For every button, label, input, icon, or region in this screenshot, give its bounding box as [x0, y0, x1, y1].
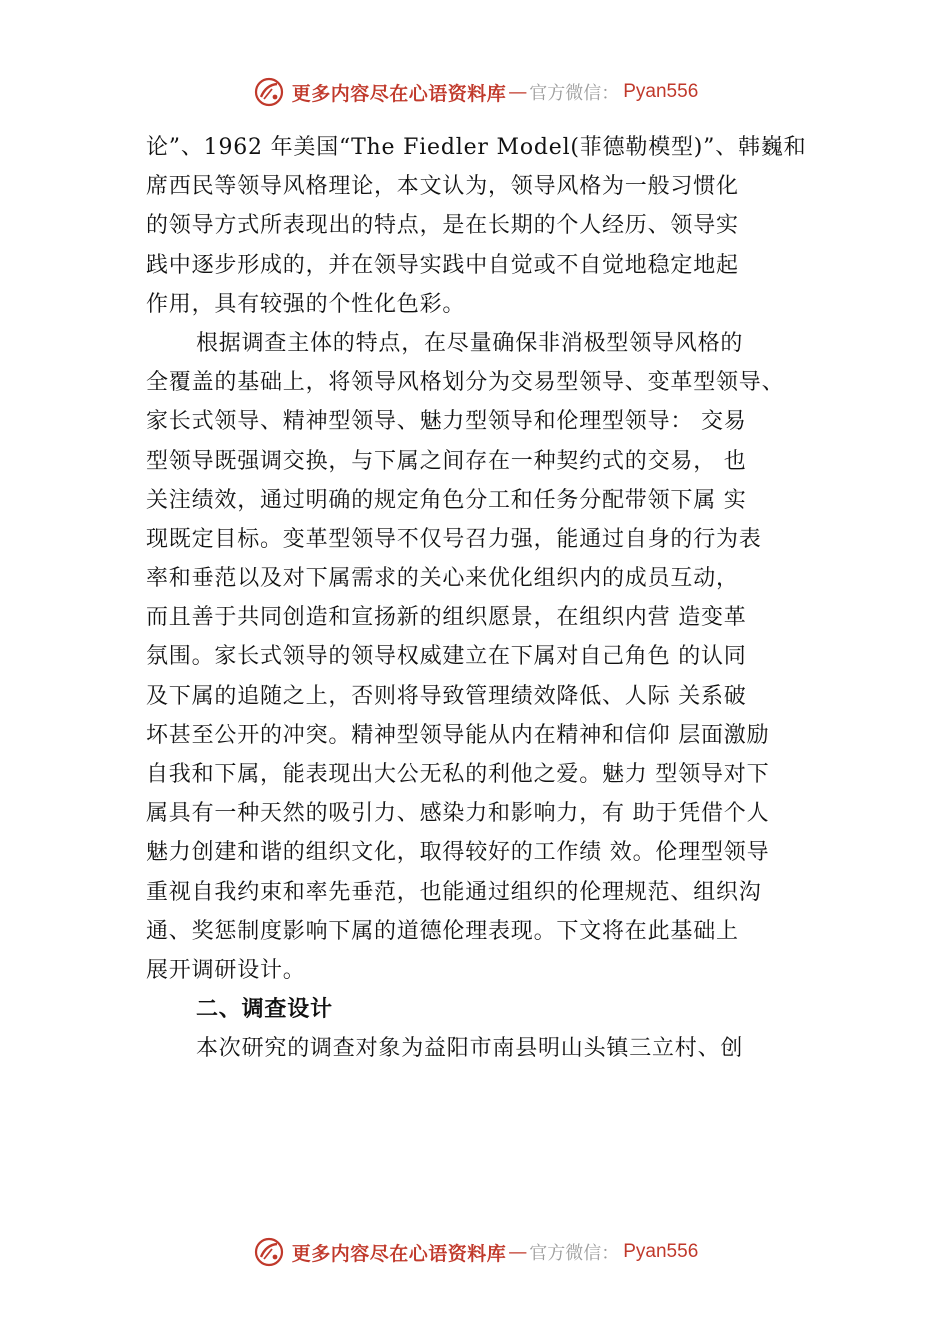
- text-line: 展开调研设计。: [146, 957, 306, 983]
- banner-wechat-id: Pyan556: [623, 1241, 699, 1262]
- text-line: 自我和下属，能表现出大公无私的利他之爱。魅力 型领导对下: [146, 762, 770, 787]
- footer-banner: [0, 1232, 950, 1272]
- text-line: 席西民等领导风格理论，本文认为，领导风格为一般习惯化: [146, 174, 739, 200]
- text-line-last: 本次研究的调查对象为益阳市南县明山头镇三立村、创: [196, 1036, 744, 1062]
- logo-icon: [252, 1235, 286, 1269]
- banner-official-label: 官方微信：: [529, 83, 620, 104]
- banner-wechat-id: Pyan556: [623, 81, 699, 102]
- text-line: 论”、1962 年美国“The Fiedler Model(菲德勒模型)”、韩巍和: [146, 135, 807, 160]
- banner-separator: —: [508, 1241, 528, 1263]
- text-line: 家长式领导、精神型领导、魅力型领导和伦理型领导： 交易: [146, 409, 747, 435]
- text-line: 型领导既强调交换，与下属之间存在一种契约式的交易， 也: [146, 448, 747, 474]
- text-line: 及下属的追随之上，否则将导致管理绩效降低、人际 关系破: [146, 683, 747, 709]
- text-line: 的领导方式所表现出的特点，是在长期的个人经历、领导实: [146, 213, 739, 239]
- header-banner: [0, 72, 950, 112]
- text-line: 坏甚至公开的冲突。精神型领导能从内在精神和信仰 层面激励: [146, 722, 770, 748]
- text-line: 重视自我约束和率先垂范，也能通过组织的伦理规范、组织沟: [146, 879, 762, 905]
- document-body: [146, 128, 836, 1069]
- text-line: 率和垂范以及对下属需求的关心来优化组织内的成员互动，: [146, 566, 739, 592]
- section-heading: 二、调查设计: [196, 996, 333, 1023]
- text-line: 全覆盖的基础上，将领导风格划分为交易型领导、变革型领导、: [146, 370, 785, 396]
- text-line: 践中逐步形成的，并在领导实践中自觉或不自觉地稳定地起: [146, 252, 739, 278]
- logo-icon: [252, 75, 286, 109]
- banner-separator: —: [508, 81, 528, 103]
- text-line: 现既定目标。变革型领导不仅号召力强，能通过自身的行为表: [146, 526, 762, 552]
- paragraph-lines: [146, 128, 836, 990]
- text-line: 魅力创建和谐的组织文化，取得较好的工作绩 效。伦理型领导: [146, 840, 770, 866]
- text-line: 通、奖惩制度影响下属的道德伦理表现。下文将在此基础上: [146, 918, 739, 944]
- text-line: 氛围。家长式领导的领导权威建立在下属对自己角色 的认同: [146, 644, 747, 670]
- text-line: 根据调查主体的特点，在尽量确保非消极型领导风格的: [196, 330, 744, 356]
- text-line: 属具有一种天然的吸引力、感染力和影响力，有 助于凭借个人: [146, 801, 770, 827]
- banner-official-label: 官方微信：: [529, 1243, 620, 1264]
- text-line: 而且善于共同创造和宣扬新的组织愿景，在组织内营 造变革: [146, 605, 747, 631]
- banner-title: 更多内容尽在心语资料库: [291, 82, 507, 105]
- text-line: 关注绩效，通过明确的规定角色分工和任务分配带领下属 实: [146, 487, 747, 513]
- text-line: 作用，具有较强的个性化色彩。: [146, 291, 466, 317]
- banner-title: 更多内容尽在心语资料库: [291, 1242, 507, 1265]
